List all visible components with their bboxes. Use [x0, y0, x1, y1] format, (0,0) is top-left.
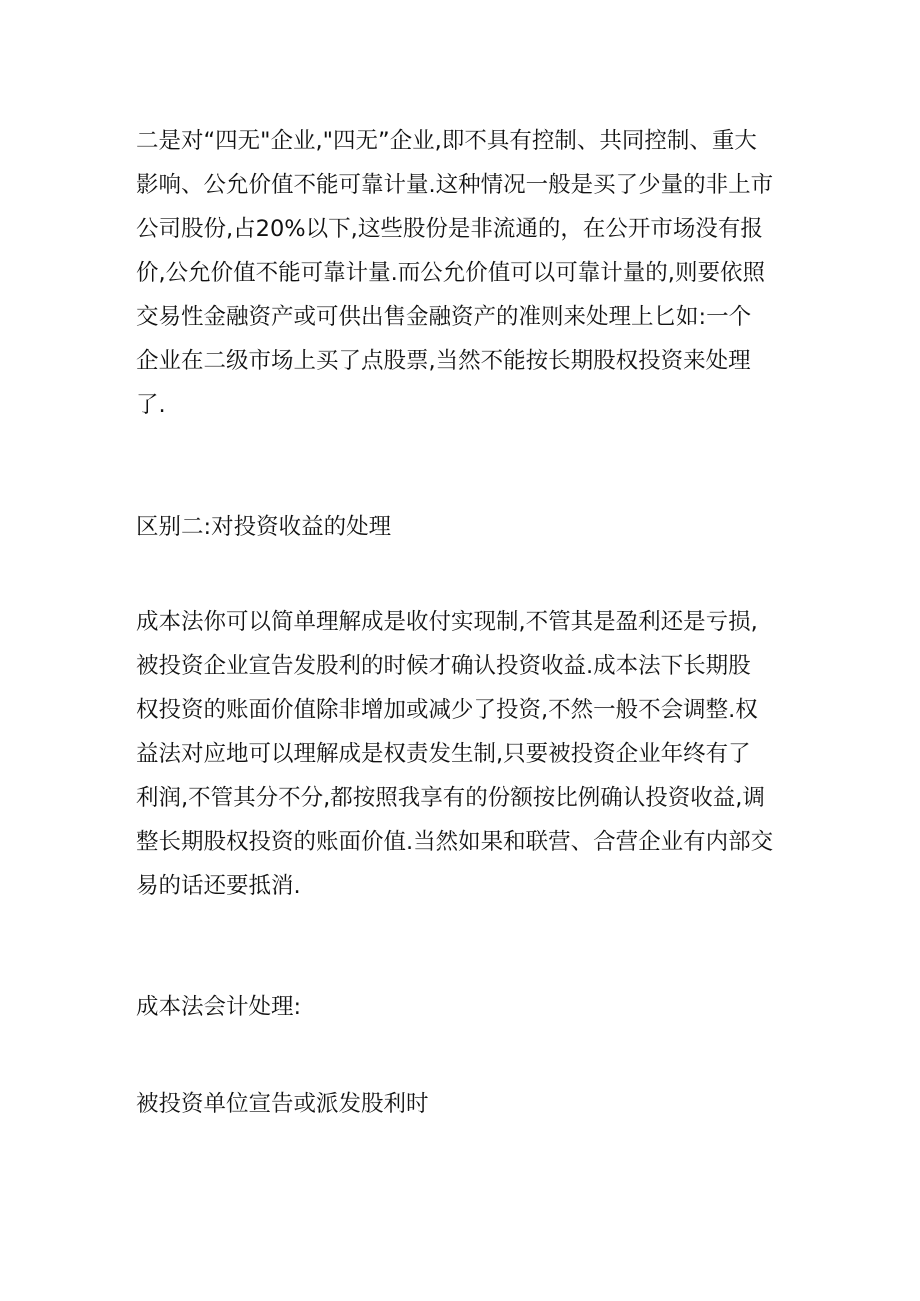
text-line: 交易性金融资产或可供出售金融资产的准则来处理上匕如:一个 — [136, 304, 752, 330]
heading-line: 成本法会计处理: — [136, 994, 302, 1020]
text-line: 被投资单位宣告或派发股利时 — [136, 1091, 429, 1117]
text-line: 二是对“四无"企业,"四无”企业,即不具有控制、共同控制、重大 — [136, 128, 757, 154]
text-line: 权投资的账面价值除非增加或减少了投资,不然一般不会调整.权 — [136, 697, 758, 723]
text-line: 价,公允价值不能可靠计量.而公允价值可以可靠计量的,则要依照 — [136, 260, 765, 286]
paragraph-equity-method-exception — [136, 119, 796, 427]
text-line: 影响、公允价值不能可靠计量.这种情况一般是买了少量的非上市 — [136, 172, 774, 198]
heading-line: 区别二:对投资收益的处理 — [136, 514, 392, 540]
section-heading-cost-method — [136, 985, 796, 1029]
section-heading-difference-two — [136, 505, 796, 549]
text-line: 整长期股权投资的账面价值.当然如果和联营、合营企业有内部交 — [136, 829, 774, 855]
text-line: 益法对应地可以理解成是权责发生制,只要被投资企业年终有了 — [136, 741, 751, 767]
text-line: 易的话还要抵消. — [136, 873, 301, 899]
text-line: 被投资企业宣告发股利的时候才确认投资收益.成本法下长期股 — [136, 653, 751, 679]
text-line: 利润,不管其分不分,都按照我享有的份额按比例确认投资收益,调 — [136, 785, 765, 811]
text-line: 公司股份,占20%以下,这些股份是非流通的，在公开市场没有报 — [136, 216, 763, 242]
paragraph-dividend-declared — [136, 1082, 796, 1126]
text-line: 了. — [136, 392, 166, 418]
text-line: 企业在二级市场上买了点股票,当然不能按长期股权投资来处理 — [136, 348, 751, 374]
paragraph-investment-income — [136, 600, 796, 908]
text-line: 成本法你可以简单理解成是收付实现制,不管其是盈利还是亏损, — [136, 609, 758, 635]
